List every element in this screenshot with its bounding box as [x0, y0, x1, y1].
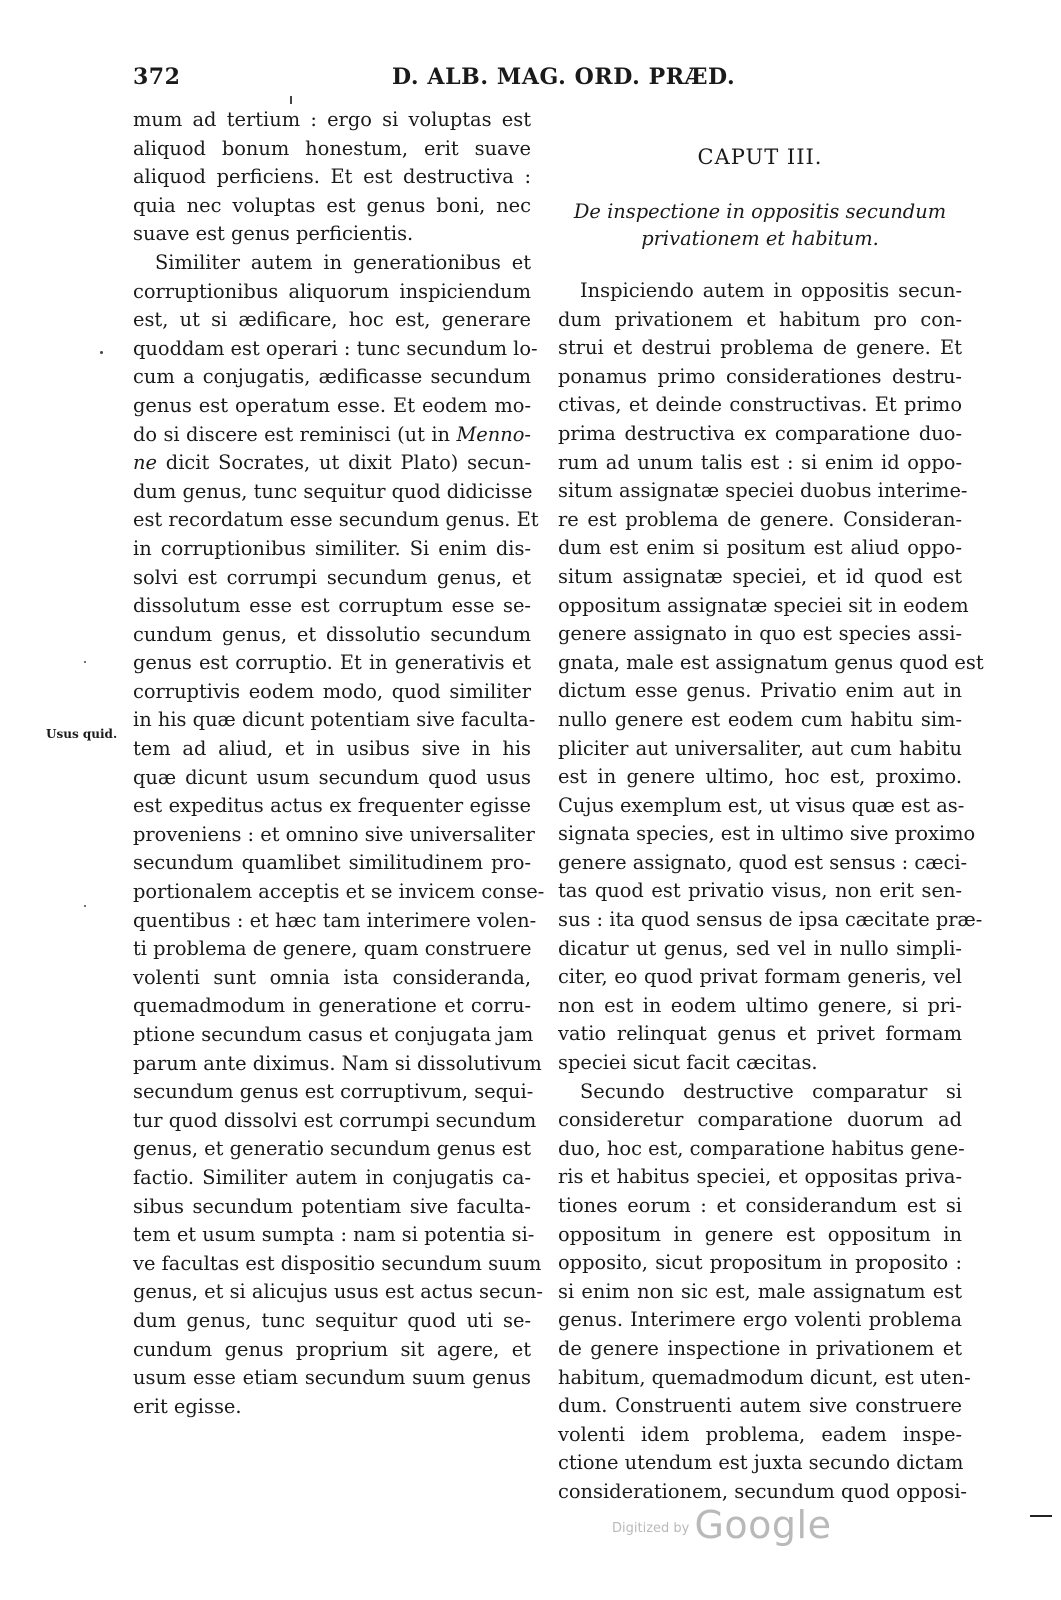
text-line: secundum genus est corruptivum, sequi-	[133, 1080, 534, 1104]
chapter-title: CAPUT III.	[697, 145, 823, 169]
text-line: ve facultas est dispositio secundum suum	[133, 1251, 542, 1275]
right-column	[558, 277, 984, 1507]
text-line: genus, et generatio secundum genus est	[133, 1137, 532, 1161]
text-line: dicatur ut genus, sed vel in nullo simpli-	[558, 936, 962, 960]
text-line: dum privationem et habitum pro con-	[558, 307, 962, 331]
text-line: cundum genus proprium sit agere, et	[133, 1337, 531, 1361]
text-line: ptione secundum casus et conjugata jam	[133, 1023, 534, 1046]
text-line: signata species, est in ultimo sive proximo	[558, 822, 976, 846]
text-line: considerationem, secundum quod opposi-	[558, 1479, 967, 1503]
text-line: dictum esse genus. Privatio enim aut in	[558, 679, 962, 703]
text-line: pliciter aut universaliter, aut cum habitu	[558, 736, 962, 760]
text-line: quoddam est operari : tunc secundum lo-	[133, 336, 538, 360]
paragraph	[558, 1078, 971, 1507]
text-line: ponamus primo considerationes destru-	[558, 364, 962, 388]
text-line: ctivas, et deinde constructivas. Et primo	[558, 393, 962, 417]
text-line: cundum genus, et dissolutio secundum	[133, 622, 531, 646]
text-line: genere assignato in quo est species assi-	[558, 622, 962, 646]
google-logo: Google	[694, 1503, 832, 1547]
text-line: in corruptionibus similiter. Si enim dis-	[133, 536, 531, 560]
text-line: non est in eodem ultimo genere, si pri-	[558, 993, 962, 1017]
paragraph	[133, 249, 545, 1421]
text-line: corruptionibus aliquorum inspiciendum	[133, 279, 531, 303]
text-line: vatio relinquat genus et privet formam	[558, 1022, 962, 1046]
text-line: genus est corruptio. Et in generativis et	[133, 651, 531, 675]
paragraph	[558, 277, 984, 1078]
text-line: tiones eorum : et considerandum est si	[558, 1194, 962, 1217]
text-line: est expeditus actus ex frequenter egisse	[133, 794, 531, 818]
scan-edge-mark	[1030, 1515, 1052, 1517]
margin-note: Usus quid.	[46, 727, 118, 741]
text-line: usum esse etiam secundum suum genus	[133, 1366, 531, 1390]
text-line: oppositum assignatæ speciei sit in eodem	[558, 593, 969, 617]
text-line: habitum, quemadmodum dicunt, est uten-	[558, 1365, 971, 1389]
text-line: tas quod est privatio visus, non erit sen-	[558, 879, 962, 903]
text-line: solvi est corrumpi secundum genus, et	[133, 565, 531, 589]
text-line: est in genere ultimo, hoc est, proximo.	[558, 765, 962, 789]
text-line: genus est operatum esse. Et eodem mo-	[133, 393, 531, 417]
text-line: do si discere est reminisci (ut in Menno-	[133, 422, 531, 446]
text-line: factio. Similiter autem in conjugatis ca-	[133, 1165, 531, 1189]
text-line: ti problema de genere, quam construere	[133, 937, 532, 961]
text-line: situm assignatæ speciei, et id quod est	[558, 564, 962, 588]
text-line: volenti sunt omnia ista consideranda,	[133, 965, 531, 989]
text-line: rum ad unum talis est : si enim id oppo-	[558, 450, 962, 474]
text-line: aliquod bonum honestum, erit suave	[133, 136, 531, 160]
paragraph	[133, 106, 531, 249]
stray-mark	[84, 905, 86, 907]
stray-mark	[100, 351, 103, 354]
text-line: aliquod perficiens. Et est destructiva :	[133, 165, 531, 189]
digitization-watermark	[612, 1503, 831, 1547]
text-line: parum ante diximus. Nam si dissolutivum	[133, 1051, 542, 1075]
text-line: dissolutum esse est corruptum esse se-	[133, 594, 531, 618]
text-line: cum a conjugatis, ædificasse secundum	[133, 365, 531, 389]
chapter-subtitle	[558, 198, 962, 252]
text-line: de genere inspectione in privationem et	[558, 1336, 962, 1360]
text-line: genere assignato, quod est sensus : cæci-	[558, 850, 968, 874]
stray-mark	[84, 661, 86, 663]
text-line: genus. Interimere ergo volenti problema	[558, 1308, 962, 1332]
text-line: quemadmodum in generatione et corru-	[133, 994, 531, 1018]
text-line: tem ad aliud, et in usibus sive in his	[133, 737, 531, 761]
text-line: est recordatum esse secundum genus. Et	[133, 508, 539, 532]
text-line: re est problema de genere. Consideran-	[558, 507, 962, 531]
page-number: 372	[133, 64, 181, 90]
text-line: tem et usum sumpta : nam si potentia si-	[133, 1223, 535, 1247]
text-line: gnata, male est assignatum genus quod est	[558, 650, 984, 674]
text-line: Similiter autem in generationibus et	[155, 250, 531, 274]
text-line: oppositum in genere est oppositum in	[558, 1222, 962, 1246]
text-line: duo, hoc est, comparatione habitus gene-	[558, 1136, 965, 1160]
text-line: corruptivis eodem modo, quod similiter	[133, 679, 531, 703]
text-line: citer, eo quod privat formam generis, vel	[558, 965, 962, 989]
text-line: ris et habitus speciei, et oppositas priva-	[558, 1165, 962, 1189]
watermark-prefix: Digitized by	[612, 1521, 690, 1536]
text-line: Secundo destructive comparatur si	[580, 1079, 962, 1103]
text-line: ne dicit Socrates, ut dixit Plato) secun-	[133, 451, 531, 475]
left-column	[133, 106, 545, 1421]
text-line: opposito, sicut propositum in proposito :	[558, 1251, 962, 1275]
text-line: quentibus : et hæc tam interimere volen-	[133, 908, 537, 932]
text-line: portionalem acceptis et se invicem conse-	[133, 880, 545, 904]
text-line: secundum quamlibet similitudinem pro-	[133, 851, 531, 875]
text-line: sus : ita quod sensus de ipsa cæcitate præ-	[558, 908, 983, 932]
text-line: dum est enim si positum est aliud oppo-	[558, 536, 962, 560]
text-line: suave est genus perficientis.	[133, 222, 414, 246]
text-line: Cujus exemplum est, ut visus quæ est as-	[558, 793, 965, 817]
text-line: prima destructiva ex comparatione duo-	[558, 421, 962, 445]
text-line: dum. Construenti autem sive construere	[558, 1394, 962, 1418]
text-line: strui et destrui problema de genere. Et	[558, 336, 962, 360]
text-line: quia nec voluptas est genus boni, nec	[133, 193, 531, 217]
running-head: D. ALB. MAG. ORD. PRÆD.	[392, 64, 736, 90]
text-line: dum genus, tunc sequitur quod didicisse	[133, 479, 533, 503]
text-line: quæ dicunt usum secundum quod usus	[133, 765, 531, 789]
text-line: in his quæ dicunt potentiam sive faculta-	[133, 708, 536, 732]
text-line: situm assignatæ speciei duobus interime-	[558, 479, 968, 503]
text-line: Inspiciendo autem in oppositis secun-	[580, 279, 962, 302]
chapter-subtitle-line: De inspectione in oppositis secundum	[573, 200, 947, 223]
text-line: speciei sicut facit cæcitas.	[558, 1051, 818, 1075]
text-line: nullo genere est eodem cum habitu sim-	[558, 707, 962, 731]
text-line: dum genus, tunc sequitur quod uti se-	[133, 1308, 531, 1332]
text-line: est, ut si ædificare, hoc est, generare	[133, 308, 531, 332]
text-line: sibus secundum potentiam sive faculta-	[133, 1194, 531, 1218]
text-line: erit egisse.	[133, 1394, 242, 1418]
text-line: genus, et si alicujus usus est actus secun-	[133, 1280, 543, 1304]
text-line: ctione utendum est juxta secundo dictam	[558, 1451, 964, 1475]
stray-mark	[290, 96, 292, 104]
text-line: tur quod dissolvi est corrumpi secundum	[133, 1108, 537, 1132]
chapter-subtitle-line: privationem et habitum.	[641, 227, 879, 250]
text-line: si enim non sic est, male assignatum est	[558, 1279, 962, 1303]
text-line: volenti idem problema, eadem inspe-	[558, 1422, 962, 1446]
text-line: proveniens : et omnino sive universaliter	[133, 822, 535, 846]
text-line: mum ad tertium : ergo si voluptas est	[133, 108, 531, 131]
text-line: consideretur comparatione duorum ad	[558, 1108, 962, 1132]
